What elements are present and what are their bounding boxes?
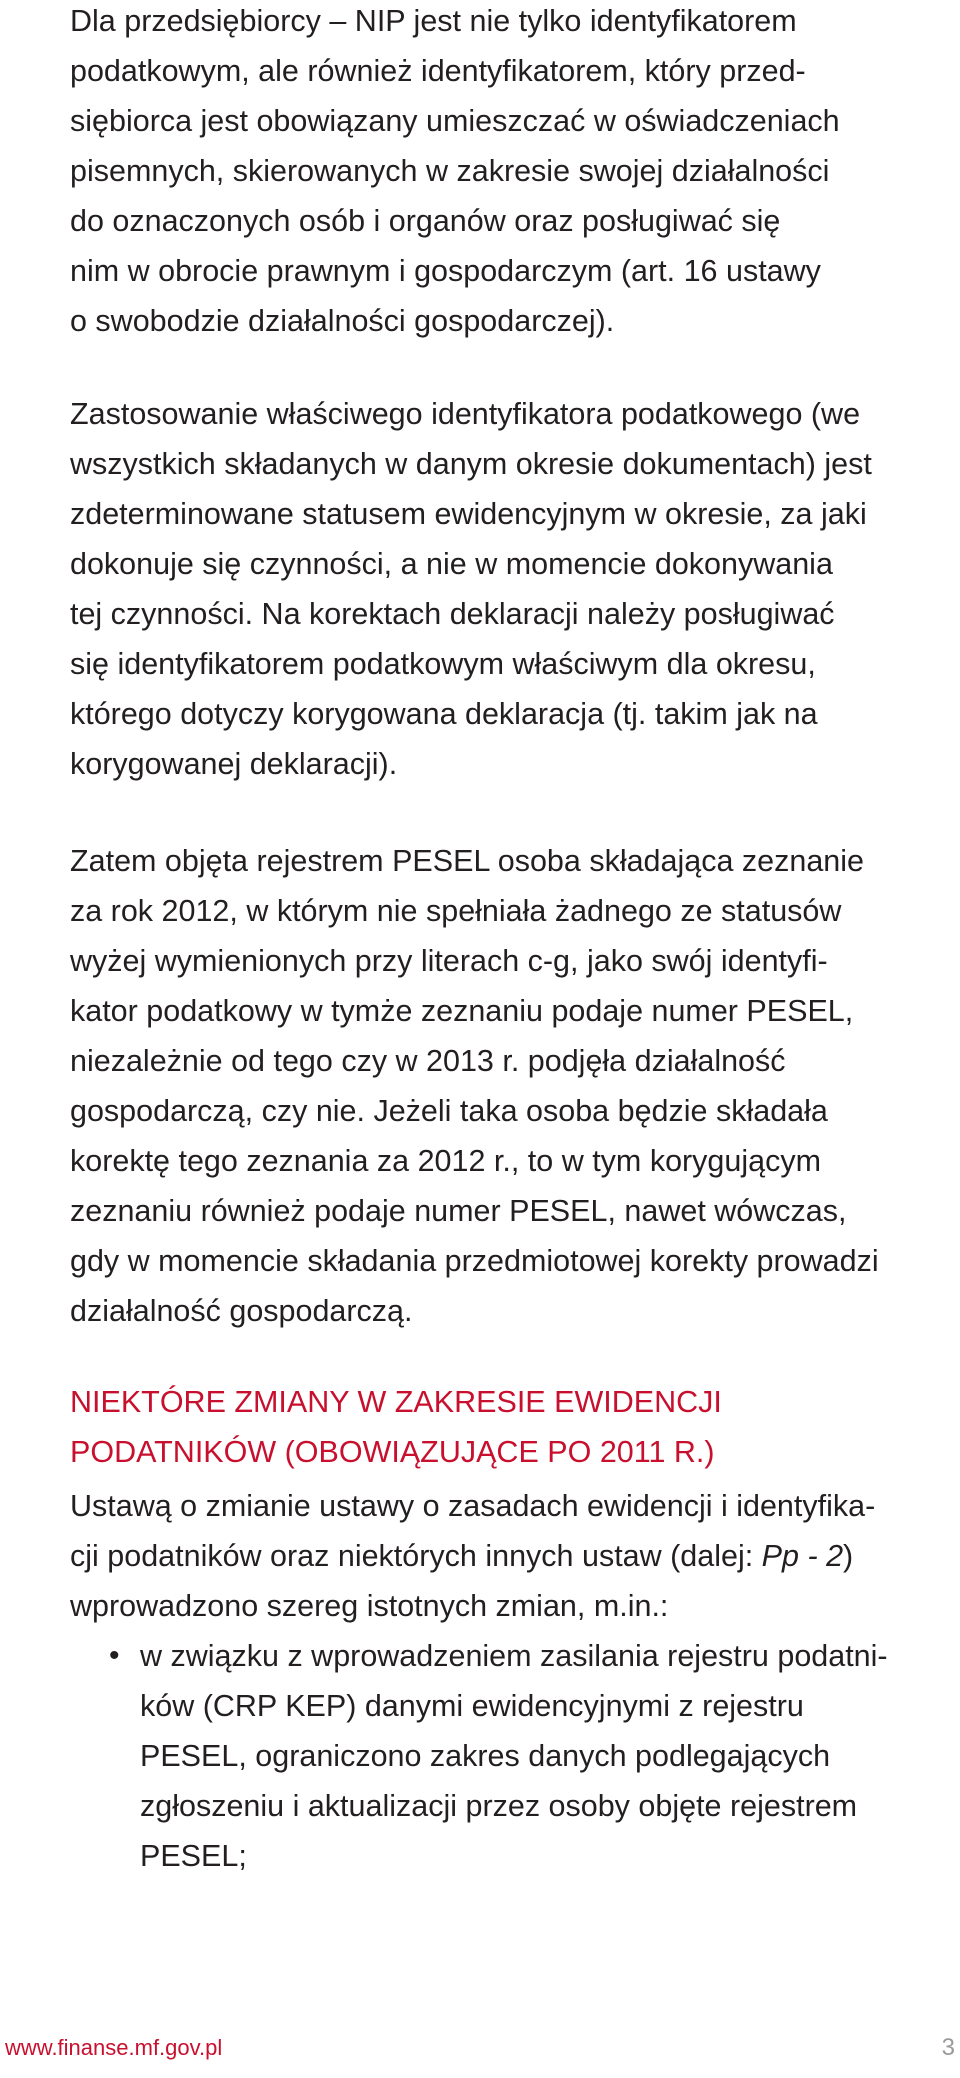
page-footer bbox=[0, 2033, 960, 2073]
intro-text: cji podatników oraz niektórych innych ustaw (dalej: bbox=[70, 1539, 762, 1573]
text-line: wszystkich składanych w danym okresie dokumentach) jest bbox=[70, 447, 872, 481]
text-line: za rok 2012, w którym nie spełniała żadnego ze statusów bbox=[70, 894, 842, 928]
text-line: PESEL; bbox=[140, 1839, 247, 1873]
text-line: Zastosowanie właściwego identyfikatora podatkowego (we bbox=[70, 397, 861, 431]
text-line: do oznaczonych osób i organów oraz posługiwać się bbox=[70, 204, 781, 238]
list-item bbox=[70, 1637, 888, 1887]
section-intro bbox=[70, 1487, 875, 1637]
text-line: ków (CRP KEP) danymi ewidencyjnymi z rejestru bbox=[140, 1689, 804, 1723]
text-line: gdy w momencie składania przedmiotowej korekty prowadzi bbox=[70, 1244, 879, 1278]
text-line: o swobodzie działalności gospodarczej). bbox=[70, 304, 615, 338]
text-line: siębiorca jest obowiązany umieszczać w oświadczeniach bbox=[70, 104, 840, 138]
text-line: wyżej wymienionych przy literach c-g, jako swój identyfi- bbox=[70, 944, 828, 978]
text-line: wprowadzono szereg istotnych zmian, m.in.: bbox=[70, 1589, 669, 1623]
section-heading bbox=[70, 1383, 722, 1483]
text-line: korektę tego zeznania za 2012 r., to w tym korygującym bbox=[70, 1144, 822, 1178]
text-line: kator podatkowy w tymże zeznaniu podaje numer PESEL, bbox=[70, 994, 854, 1028]
text-line: niezależnie od tego czy w 2013 r. podjęła działalność bbox=[70, 1044, 786, 1078]
text-line: zeznaniu również podaje numer PESEL, nawet wówczas, bbox=[70, 1194, 847, 1228]
paragraph-pesel bbox=[70, 842, 879, 1342]
text-line: Dla przedsiębiorcy – NIP jest nie tylko identyfikatorem bbox=[70, 4, 797, 38]
text-line: dokonuje się czynności, a nie w momencie dokonywania bbox=[70, 547, 833, 581]
text-line: działalność gospodarczą. bbox=[70, 1294, 413, 1328]
text-line: się identyfikatorem podatkowym właściwym dla okresu, bbox=[70, 647, 816, 681]
text-line: zdeterminowane statusem ewidencyjnym w okresie, za jaki bbox=[70, 497, 867, 531]
text-line: Zatem objęta rejestrem PESEL osoba składająca zeznanie bbox=[70, 844, 864, 878]
changes-list bbox=[70, 1637, 888, 1887]
text-line: Ustawą o zmianie ustawy o zasadach ewidencji i identyfika- bbox=[70, 1489, 876, 1523]
text-line: nim w obrocie prawnym i gospodarczym (art. 16 ustawy bbox=[70, 254, 821, 288]
bullet-icon: • bbox=[109, 1639, 120, 1672]
italic-abbreviation: Pp - 2 bbox=[761, 1539, 844, 1573]
page-number: 3 bbox=[941, 2034, 955, 2061]
text-line: w związku z wprowadzeniem zasilania rejestru podatni- bbox=[140, 1639, 888, 1673]
closing-paren: ) bbox=[843, 1539, 854, 1573]
text-line: pisemnych, skierowanych w zakresie swojej działalności bbox=[70, 154, 830, 188]
text-line-with-italic bbox=[70, 1537, 875, 1587]
text-line: PESEL, ograniczono zakres danych podlegających bbox=[140, 1739, 831, 1773]
text-line: podatkowym, ale również identyfikatorem, który przed- bbox=[70, 54, 806, 88]
paragraph-identifier bbox=[70, 395, 872, 795]
text-line: gospodarczą, czy nie. Jeżeli taka osoba będzie składała bbox=[70, 1094, 828, 1128]
text-line: korygowanej deklaracji). bbox=[70, 747, 398, 781]
text-line: zgłoszeniu i aktualizacji przez osoby objęte rejestrem bbox=[140, 1789, 858, 1823]
heading-line: PODATNIKÓW (OBOWIĄZUJĄCE PO 2011 R.) bbox=[70, 1435, 715, 1469]
paragraph-nip bbox=[70, 2, 840, 352]
heading-line: NIEKTÓRE ZMIANY W ZAKRESIE EWIDENCJI bbox=[70, 1385, 722, 1419]
text-line: którego dotyczy korygowana deklaracja (tj. takim jak na bbox=[70, 697, 818, 731]
text-line: tej czynności. Na korektach deklaracji należy posługiwać bbox=[70, 597, 835, 631]
website-link[interactable]: www.finanse.mf.gov.pl bbox=[5, 2035, 223, 2060]
